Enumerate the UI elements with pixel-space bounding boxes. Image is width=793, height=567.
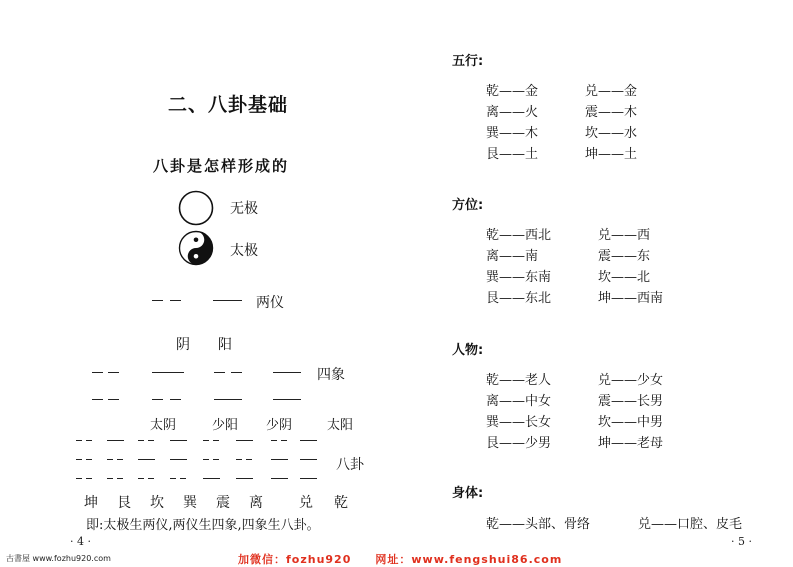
page-number-right: · 5 · — [731, 535, 752, 548]
shaoyang-label: 少阳 — [212, 418, 239, 433]
liangyi-yang-line — [213, 300, 242, 301]
trigram-name: 坎 — [150, 495, 164, 511]
page-title: 二、八卦基础 — [168, 94, 289, 116]
sixiang-label: 四象 — [317, 367, 345, 383]
watermark-text: 古書屋 www.fozhu920.com — [6, 554, 111, 563]
wuxing-right-item: 兑——金 — [585, 84, 638, 99]
trigram-name: 坤 — [84, 495, 98, 511]
bagua-label: 八卦 — [336, 457, 364, 473]
wuxing-header: 五行: — [452, 54, 484, 69]
shenti-left-item: 乾——头部、骨络 — [486, 517, 591, 532]
fangwei-right-item: 坤——西南 — [598, 291, 664, 306]
trigram-name: 巽 — [183, 495, 197, 511]
page-number-left: · 4 · — [70, 535, 91, 548]
fangwei-right-item: 坎——北 — [598, 270, 651, 285]
trigram-name: 兑 — [299, 495, 313, 511]
footer-contact: 加微信：fozhu920 网址：www.fengshui86.com — [238, 553, 563, 566]
wuji-label: 无极 — [230, 201, 258, 217]
taiyin-label: 太阴 — [150, 418, 177, 433]
wuxing-left-item: 乾——金 — [486, 84, 539, 99]
liangyi-label: 两仪 — [256, 295, 284, 311]
shenti-right-item: 兑——口腔、皮毛 — [638, 517, 743, 532]
trigram-name: 艮 — [117, 495, 131, 511]
renwu-left-item: 巽——长女 — [486, 415, 552, 430]
taiji-label: 太极 — [230, 243, 258, 259]
fangwei-header: 方位: — [452, 198, 484, 213]
wuxing-left-item: 艮——土 — [486, 147, 539, 162]
renwu-right-item: 坤——老母 — [598, 436, 664, 451]
taiyang-label: 太阳 — [327, 418, 354, 433]
yang-label: 阳 — [218, 337, 232, 353]
fangwei-left-item: 艮——东北 — [486, 291, 552, 306]
renwu-left-item: 乾——老人 — [486, 373, 552, 388]
fangwei-right-item: 震——东 — [598, 249, 651, 264]
renwu-header: 人物: — [452, 343, 484, 358]
section-subtitle: 八卦是怎样形成的 — [153, 157, 290, 175]
shaoyin-label: 少阴 — [266, 418, 293, 433]
fangwei-left-item: 离——南 — [486, 249, 539, 264]
renwu-left-item: 艮——少男 — [486, 436, 552, 451]
wuxing-right-item: 震——木 — [585, 105, 638, 120]
renwu-right-item: 坎——中男 — [598, 415, 664, 430]
wuxing-right-item: 坎——水 — [585, 126, 638, 141]
renwu-left-item: 离——中女 — [486, 394, 552, 409]
renwu-right-item: 兑——少女 — [598, 373, 664, 388]
shenti-header: 身体: — [452, 486, 484, 501]
taiji-yinyang-icon — [178, 230, 214, 266]
fangwei-left-item: 乾——西北 — [486, 228, 552, 243]
wuxing-left-item: 离——火 — [486, 105, 539, 120]
trigram-name: 离 — [249, 495, 263, 511]
yin-label: 阴 — [176, 337, 190, 353]
fangwei-right-item: 兑——西 — [598, 228, 651, 243]
fangwei-left-item: 巽——东南 — [486, 270, 552, 285]
wuxing-left-item: 巽——木 — [486, 126, 539, 141]
renwu-right-item: 震——长男 — [598, 394, 664, 409]
wuxing-right-item: 坤——土 — [585, 147, 638, 162]
wuji-circle-icon — [178, 190, 214, 226]
trigram-name: 震 — [216, 495, 230, 511]
trigram-name: 乾 — [334, 495, 348, 511]
summary-text: 即:太极生两仪,两仪生四象,四象生八卦。 — [86, 518, 320, 533]
